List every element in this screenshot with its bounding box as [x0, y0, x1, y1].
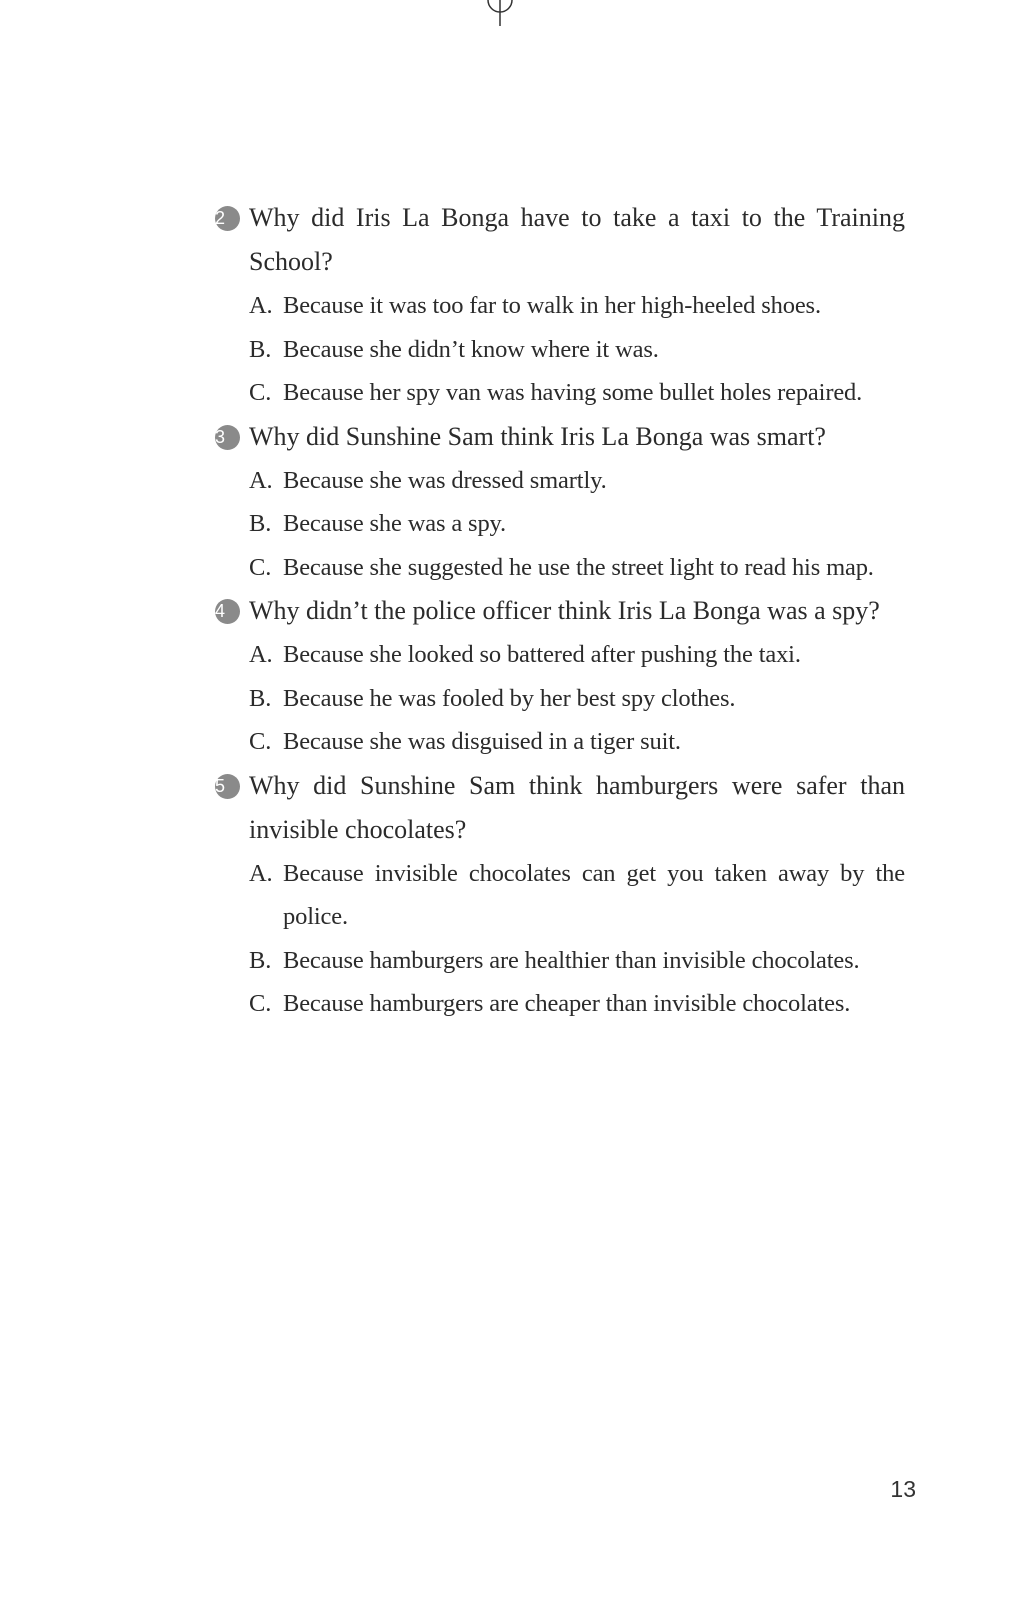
- page-number: 13: [890, 1476, 916, 1502]
- option-text: Because she was disguised in a tiger suit.: [283, 728, 681, 755]
- option-list: [215, 633, 905, 764]
- option-a: [215, 459, 905, 503]
- question-text: [215, 415, 905, 459]
- option-a: [215, 852, 905, 939]
- option-list: [215, 852, 905, 1026]
- question-text: [215, 589, 905, 633]
- option-letter: C.: [249, 728, 272, 755]
- question-3: [215, 415, 905, 590]
- option-letter: B.: [249, 510, 272, 537]
- option-b: [215, 502, 905, 546]
- option-text: Because her spy van was having some bullet holes repaired.: [283, 379, 863, 406]
- option-c: [215, 982, 905, 1026]
- option-letter: A.: [249, 859, 273, 887]
- question-5-text: Why did Sunshine Sam think hamburgers were safer than invisible chocolates?: [249, 770, 905, 844]
- option-text: Because hamburgers are cheaper than invisible chocolates.: [283, 990, 851, 1017]
- question-number-badge: 2: [215, 206, 240, 231]
- option-b: [215, 677, 905, 721]
- option-list: [215, 284, 905, 415]
- question-number-badge: 5: [215, 774, 240, 799]
- option-text: Because hamburgers are healthier than invisible chocolates.: [283, 946, 860, 974]
- option-text: Because she suggested he use the street light to read his map.: [283, 553, 874, 581]
- option-a: [215, 633, 905, 677]
- option-letter: A.: [249, 641, 273, 668]
- question-text: [215, 196, 905, 284]
- option-c: [215, 720, 905, 764]
- option-text: Because it was too far to walk in her high-heeled shoes.: [283, 292, 821, 319]
- option-text: Because she didn’t know where it was.: [283, 335, 659, 363]
- option-letter: A.: [249, 292, 273, 319]
- option-text: Because she was dressed smartly.: [283, 466, 607, 494]
- question-5: [215, 764, 905, 1026]
- question-number-badge: 3: [215, 425, 240, 450]
- option-b: [215, 939, 905, 983]
- option-letter: B.: [249, 946, 272, 974]
- option-c: [215, 371, 905, 415]
- option-letter: C.: [249, 379, 272, 406]
- option-letter: B.: [249, 684, 272, 712]
- question-3-text: Why did Sunshine Sam think Iris La Bonga was smart?: [249, 421, 826, 451]
- question-list: [215, 196, 905, 1026]
- question-2-text: Why did Iris La Bonga have to take a taxi to the Training School?: [249, 203, 905, 276]
- crop-mark-icon: [480, 0, 520, 28]
- option-text: Because she was a spy.: [283, 510, 507, 537]
- option-c: [215, 546, 905, 590]
- option-list: [215, 459, 905, 590]
- question-2: [215, 196, 905, 415]
- question-4-text: Why didn’t the police officer think Iris La Bonga was a spy?: [249, 596, 880, 625]
- option-letter: C.: [249, 990, 272, 1017]
- option-text: Because invisible chocolates can get you taken away by the police.: [283, 859, 905, 930]
- option-text: Because he was fooled by her best spy clothes.: [283, 684, 736, 712]
- question-4: [215, 589, 905, 764]
- option-text: Because she looked so battered after pushing the taxi.: [283, 641, 801, 668]
- option-letter: C.: [249, 553, 272, 581]
- option-b: [215, 328, 905, 372]
- question-text: [215, 764, 905, 852]
- option-letter: A.: [249, 466, 273, 494]
- option-a: [215, 284, 905, 328]
- question-number-badge: 4: [215, 599, 240, 624]
- option-letter: B.: [249, 335, 272, 363]
